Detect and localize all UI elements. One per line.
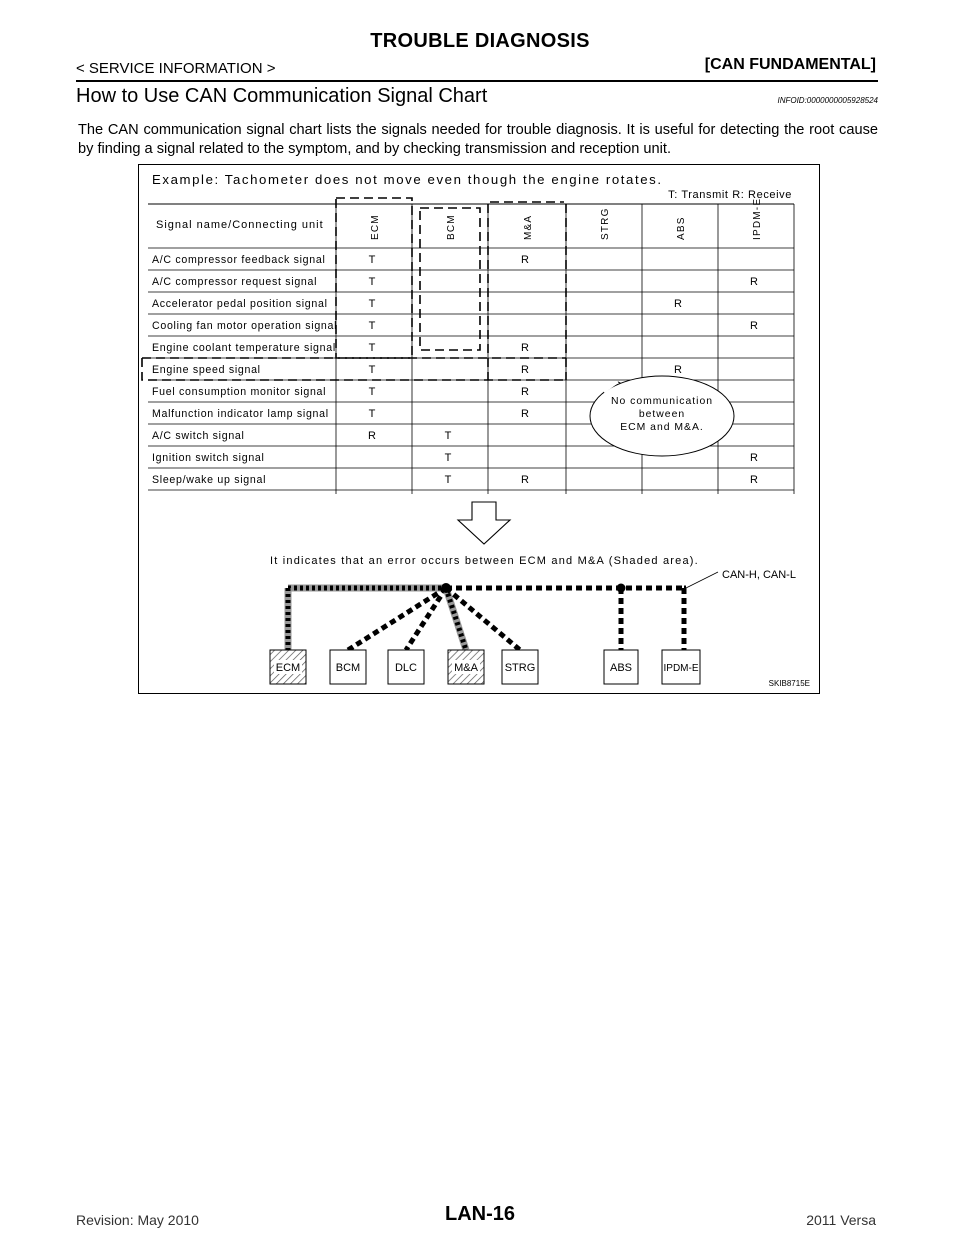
cell-value: T — [368, 386, 376, 398]
signal-name: Engine coolant temperature signal — [152, 342, 336, 354]
bus-label: CAN-H, CAN-L — [722, 569, 796, 581]
cell-value: R — [521, 342, 529, 354]
drop-bcm — [348, 588, 446, 650]
bus-label-leader — [686, 572, 718, 588]
cell-value: T — [444, 430, 452, 442]
unit-header-ipdme: IPDM-E — [752, 197, 763, 240]
signal-name: Sleep/wake up signal — [152, 474, 267, 486]
unit-header-bcm: BCM — [446, 214, 457, 240]
cell-value: R — [750, 474, 758, 486]
signal-name: A/C compressor request signal — [152, 276, 318, 288]
signal-name: Accelerator pedal position signal — [152, 298, 328, 310]
footer-page-number: LAN-16 — [444, 1203, 515, 1225]
can-signal-chart-figure — [138, 164, 820, 694]
cell-value: R — [750, 320, 758, 332]
unit-box-label: M&A — [454, 662, 478, 674]
footer-model: 2011 Versa — [806, 1212, 876, 1228]
callout-text: No communication — [610, 396, 714, 407]
description-paragraph: The CAN communication signal chart lists the signals needed for trouble diagnosis. It is useful for detecting the root cause by finding a signal related to the symptom, and by checking transmission and reception unit. — [78, 122, 878, 157]
header-rule — [76, 80, 878, 82]
unit-box-label: ECM — [275, 662, 301, 674]
section-tag: [CAN FUNDAMENTAL] — [704, 56, 876, 73]
cell-value: T — [444, 474, 452, 486]
unit-header-abs: ABS — [676, 216, 687, 240]
can-bus-diagram — [270, 502, 810, 688]
cell-value: R — [521, 364, 529, 376]
cell-value: T — [368, 276, 376, 288]
footer-revision: Revision: May 2010 — [76, 1212, 199, 1228]
cell-value: R — [521, 254, 529, 266]
figure-svg — [138, 164, 820, 694]
cell-value: R — [368, 430, 376, 442]
callout-text: ECM and M&A. — [620, 422, 704, 433]
figure-code: SKIB8715E — [768, 679, 810, 688]
unit-box-label: STRG — [504, 662, 536, 674]
cell-value: R — [674, 298, 682, 310]
table-header-label: Signal name/Connecting unit — [156, 219, 324, 231]
signal-name: A/C compressor feedback signal — [152, 254, 326, 266]
cell-value: R — [750, 452, 758, 464]
cell-value: T — [368, 364, 376, 376]
cell-value: R — [521, 386, 529, 398]
signal-name: Engine speed signal — [152, 364, 261, 376]
unit-box-label: BCM — [335, 662, 361, 674]
down-arrow-icon — [458, 502, 510, 544]
unit-box-label: ABS — [609, 662, 633, 674]
cell-value: T — [444, 452, 452, 464]
unit-header-strg: STRG — [600, 207, 611, 240]
cell-value: T — [368, 408, 376, 420]
callout-text: between — [638, 409, 686, 420]
cell-value: T — [368, 298, 376, 310]
unit-box-label: DLC — [394, 662, 418, 674]
bus-junction-dot — [441, 583, 451, 593]
cell-value: T — [368, 254, 376, 266]
signal-name: Malfunction indicator lamp signal — [152, 408, 329, 420]
unit-header-ecm: ECM — [370, 214, 381, 240]
cell-value: T — [368, 342, 376, 354]
cell-value: R — [674, 364, 682, 376]
signal-name: A/C switch signal — [152, 430, 245, 442]
breadcrumb: < SERVICE INFORMATION > — [76, 60, 276, 77]
info-id: INFOID:0000000005928524 — [777, 96, 878, 105]
cell-value: R — [750, 276, 758, 288]
signal-name: Cooling fan motor operation signal — [152, 320, 338, 332]
signal-table — [142, 172, 794, 494]
cell-value: R — [521, 474, 529, 486]
section-title: How to Use CAN Communication Signal Chart — [76, 85, 488, 107]
drop-dlc — [406, 588, 446, 650]
abs-junction-dot — [617, 584, 626, 593]
unit-box-label: IPDM-E — [663, 663, 699, 674]
transmit-receive-legend: T: Transmit R: Receive — [668, 189, 792, 201]
signal-name: Fuel consumption monitor signal — [152, 386, 327, 398]
example-title: Example: Tachometer does not move even though the engine rotates. — [152, 172, 663, 187]
cell-value: R — [521, 408, 529, 420]
indication-text: It indicates that an error occurs between ECM and M&A (Shaded area). — [270, 555, 699, 567]
cell-value: T — [368, 320, 376, 332]
page-title: TROUBLE DIAGNOSIS — [370, 30, 590, 52]
signal-name: Ignition switch signal — [152, 452, 265, 464]
unit-header-ma: M&A — [523, 214, 534, 240]
